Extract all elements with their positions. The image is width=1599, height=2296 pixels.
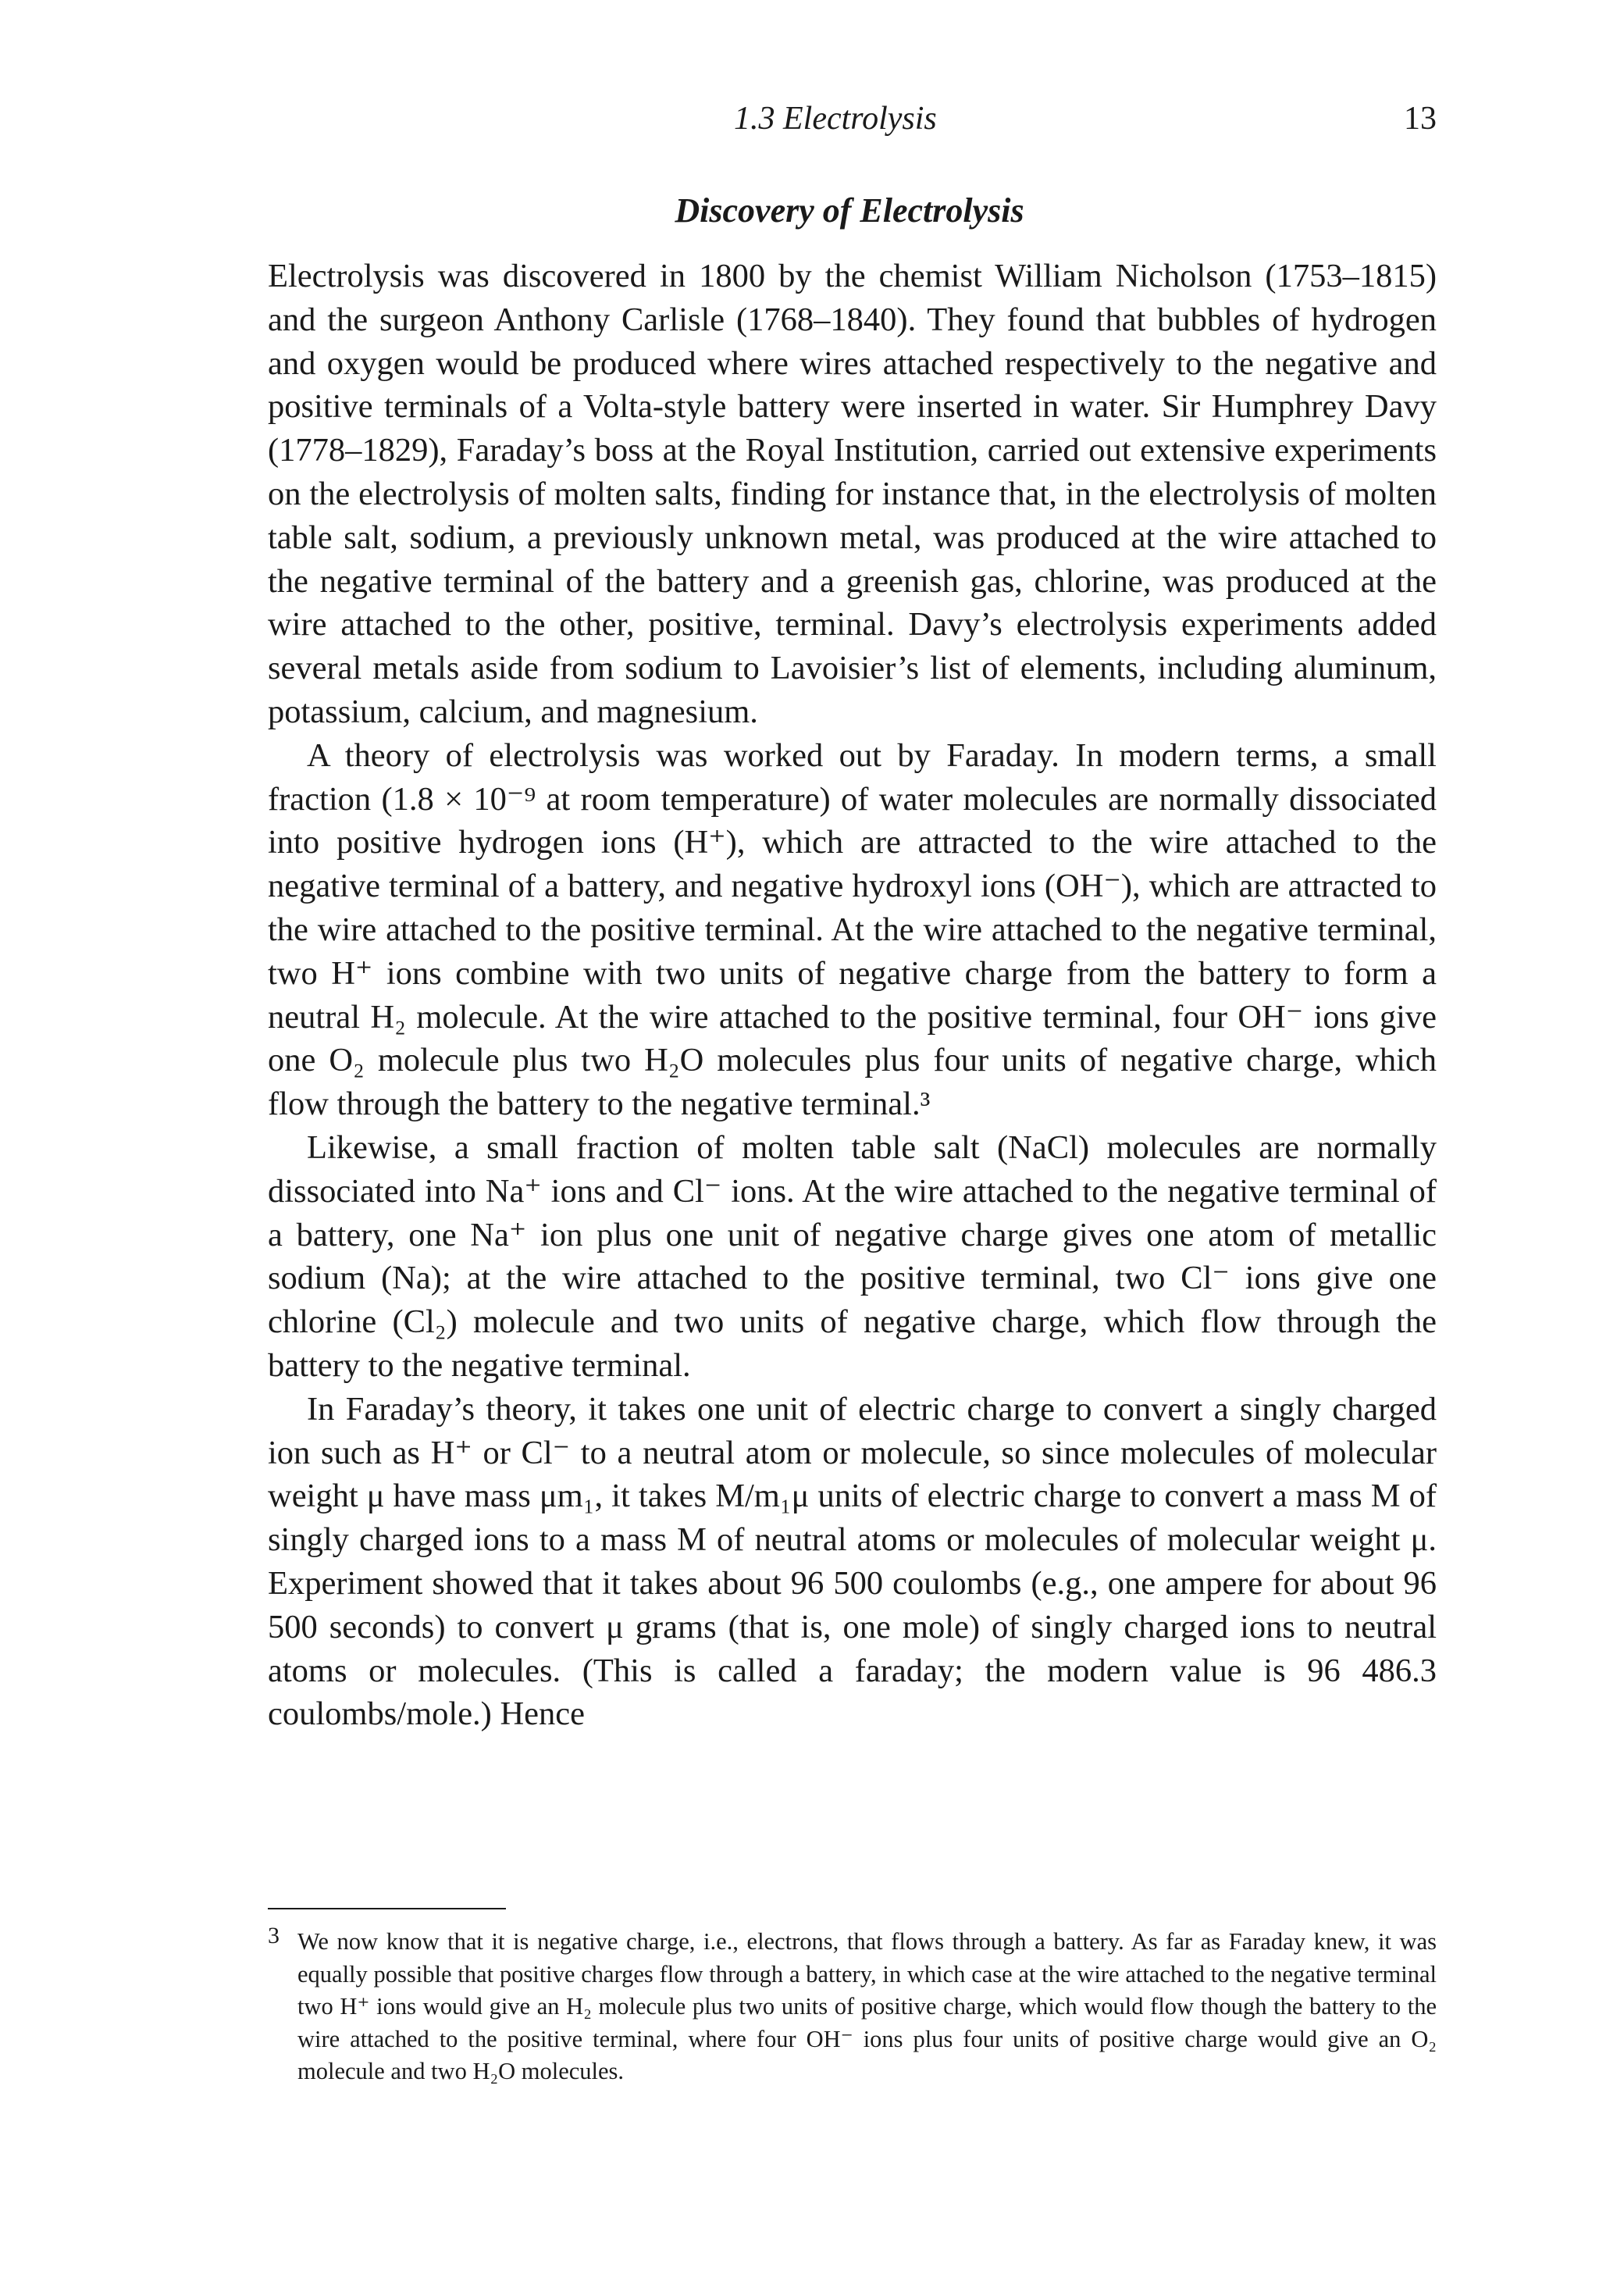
footnote-rule: [268, 1908, 506, 1909]
running-title: 1.3 Electrolysis: [734, 101, 937, 137]
paragraph-1: Electrolysis was discovered in 1800 by the chemist William Nicholson (1753–1815) and the surgeon Anthony Carlisle (1768–1840). They found that bubbles of hydrogen and oxygen would be produced where wires attached respectively to the negative and positive terminals of a Volta-style battery were inserted in water. Sir Humphrey Davy (1778–1829), Faraday’s boss at the Royal Institution, carried out extensive experiments on the electrolysis of molten salts, finding for instance that, in the electrolysis of molten table salt, sodium, a previously unknown metal, was produced at the wire attached to the negative terminal of the battery and a greenish gas, chlorine, was produced at the wire attached to the other, positive, terminal. Davy’s electrolysis experiments added several metals aside from sodium to Lavoisier’s list of elements, including aluminum, potassium, calcium, and magnesium.: [268, 258, 1437, 730]
section-heading-text: Discovery of Electrolysis: [675, 191, 1024, 230]
paragraph-3: Likewise, a small fraction of molten table salt (NaCl) molecules are normally dissociated into Na⁺ ions and Cl⁻ ions. At the wire attached to the negative terminal of a battery, one Na⁺ ion plus one unit of negative charge gives one atom of metallic sodium (Na); at the wire attached to the positive terminal, two Cl⁻ ions give one chlorine (Cl₂) molecule and two units of negative charge, which flow through the battery to the negative terminal.: [268, 1128, 1437, 1384]
footnote-mark: 3: [268, 1923, 280, 1948]
running-head: [0, 100, 1599, 147]
body-text: [268, 255, 1437, 1736]
section-heading: [0, 191, 1599, 230]
paragraph-2: A theory of electrolysis was worked out by Faraday. In modern terms, a small fraction (1.8 × 10⁻⁹ at room temperature) of water molecules are normally dissociated into positive hydrogen ions (H⁺), which are attracted to the wire attached to the negative terminal of a battery, and negative hydroxyl ions (OH⁻), which are attracted to the wire attached to the positive terminal. At the wire attached to the negative terminal, two H⁺ ions combine with two units of negative charge from the battery to form a neutral H₂ molecule. At the wire attached to the positive terminal, four OH⁻ ions give one O₂ molecule plus two H₂O molecules plus four units of negative charge, which flow through the battery to the negative terminal.³: [268, 736, 1437, 1123]
footnote-text: We now know that it is negative charge, i.e., electrons, that flows through a battery. As far as Faraday knew, it was equally possible that positive charges flow through a battery, in which case at the wire attached to the negative terminal two H⁺ ions would give an H₂ molecule plus two units of positive charge, which would flow though the battery to the wire attached to the positive terminal, where four OH⁻ ions plus four units of positive charge would give an O₂ molecule and two H₂O molecules.: [297, 1928, 1437, 2085]
page-number: 13: [1404, 101, 1437, 137]
footnote: [268, 1923, 1437, 2088]
paragraph-4: In Faraday’s theory, it takes one unit of electric charge to convert a singly charged ion such as H⁺ or Cl⁻ to a neutral atom or molecule, so since molecules of molecular weight μ have mass μm₁, it takes M/m₁μ units of electric charge to convert a mass M of singly charged ions to a mass M of neutral atoms or molecules of molecular weight μ. Experiment showed that it takes about 96 500 coulombs (e.g., one ampere for about 96 500 seconds) to convert μ grams (that is, one mole) of singly charged ions to neutral atoms or molecules. (This is called a faraday; the modern value is 96 486.3 coulombs/mole.) Hence: [268, 1390, 1437, 1733]
